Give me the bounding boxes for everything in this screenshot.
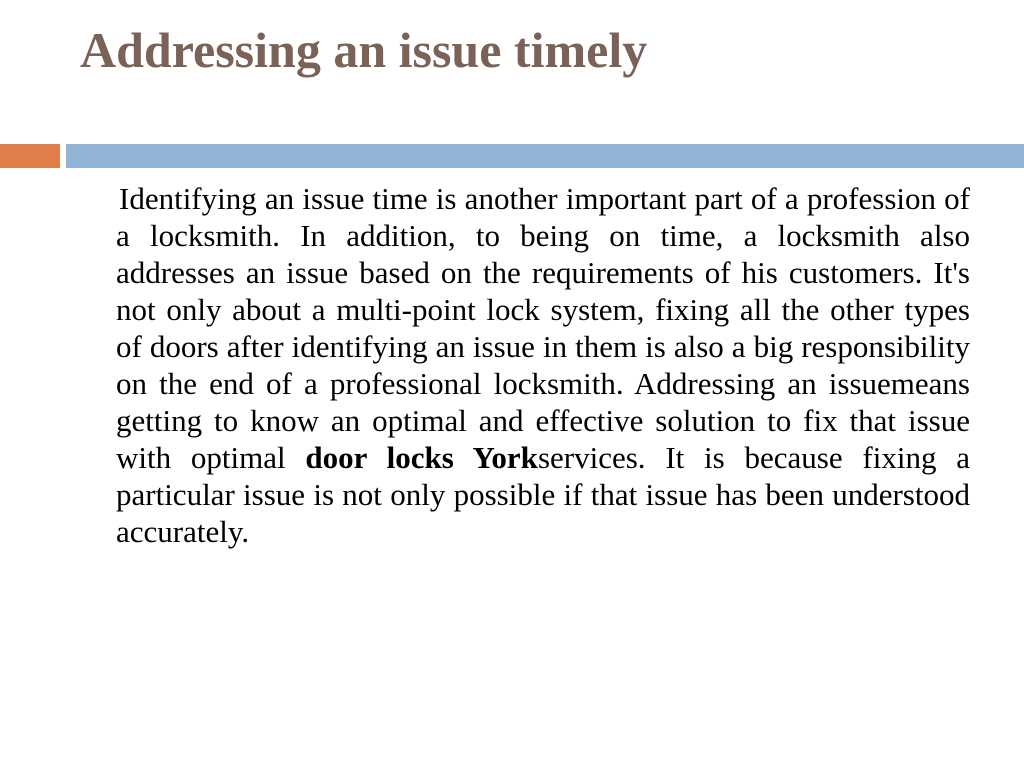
title-rule-blue-segment	[66, 144, 1024, 168]
body-text-part-1: Identifying an issue time is another important part of a profession of a locksmith. In addition, to being on time, a locksmith also addresses an issue based on the requirements of his customers. It's not only about a multi-point lock system, fixing all the other types of doors after identifying an issue in them is also a big responsibility on the end of a professional locksmith. Addressing an issuemeans getting to know an optimal and effective solution to fix that issue with optimal	[116, 181, 970, 475]
slide-title: Addressing an issue timely	[80, 22, 648, 78]
body-keyword-link-text: door locks York	[305, 440, 538, 475]
slide-body-paragraph	[116, 180, 970, 550]
title-rule-orange-segment	[0, 144, 60, 168]
body-text-part-2: services. It is because fixing a particular issue is not only possible if that issue has been understood accurately.	[116, 440, 971, 549]
